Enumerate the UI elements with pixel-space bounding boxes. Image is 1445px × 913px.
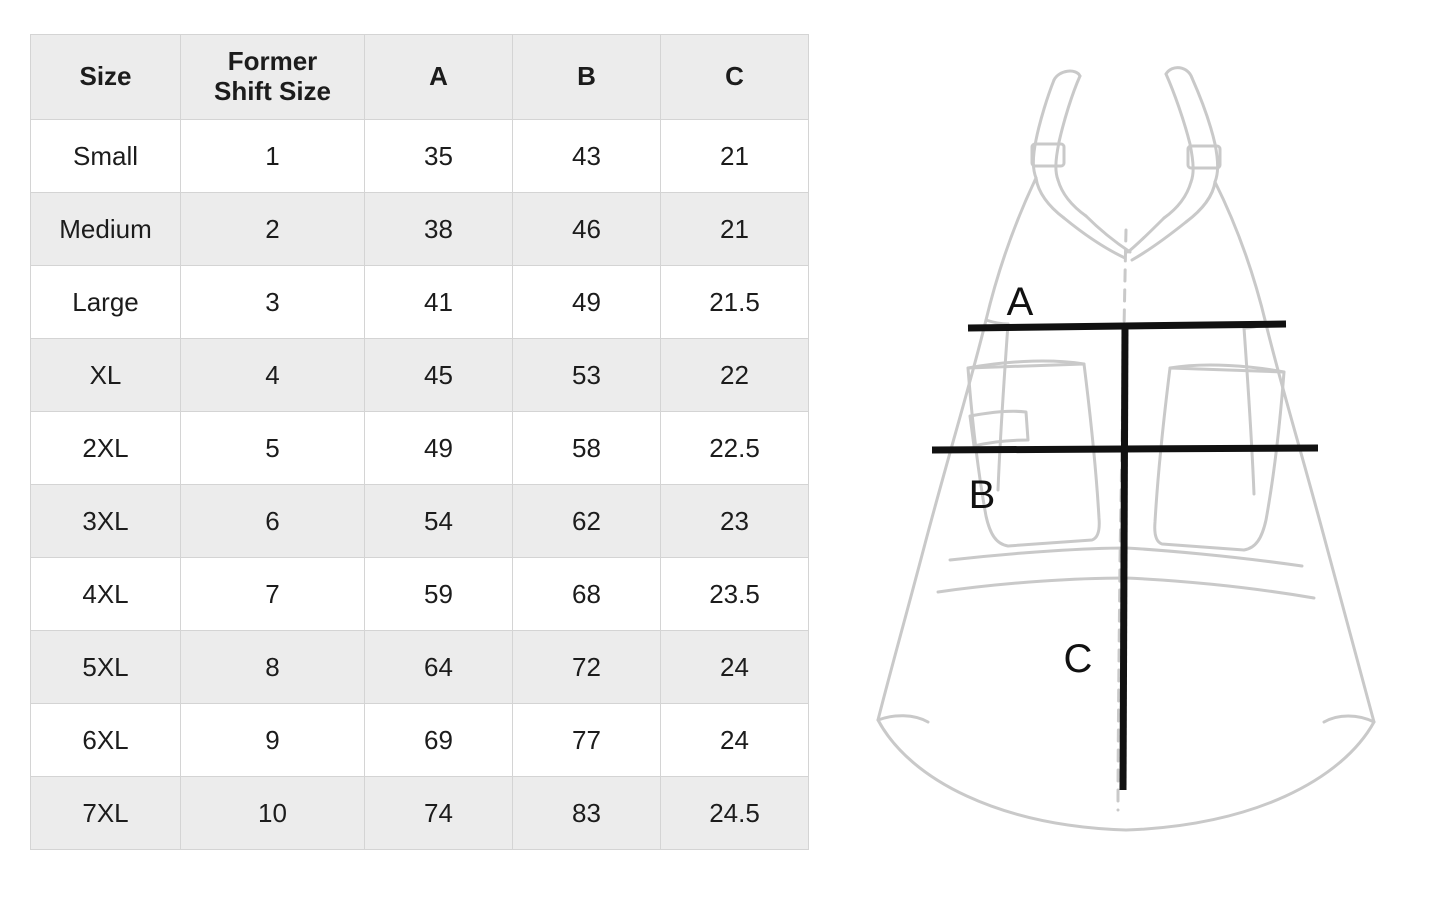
cell-c: 23.5: [661, 558, 809, 631]
cell-size: Large: [31, 266, 181, 339]
column-header-a: A: [365, 35, 513, 120]
cell-b: 58: [513, 412, 661, 485]
cell-c: 24: [661, 631, 809, 704]
cell-c: 21: [661, 120, 809, 193]
cell-a: 59: [365, 558, 513, 631]
table-row: [31, 485, 809, 558]
table-row: [31, 120, 809, 193]
table-row: [31, 193, 809, 266]
cell-a: 74: [365, 777, 513, 850]
cell-c: 24: [661, 704, 809, 777]
cell-c: 24.5: [661, 777, 809, 850]
cell-b: 72: [513, 631, 661, 704]
table-row: [31, 266, 809, 339]
table-header: [31, 35, 809, 120]
cell-former: 1: [181, 120, 365, 193]
cell-former: 8: [181, 631, 365, 704]
column-header-former-line1: Former: [227, 46, 318, 77]
column-header-former-line2: Shift Size: [213, 76, 331, 106]
cell-former: 5: [181, 412, 365, 485]
cell-b: 43: [513, 120, 661, 193]
cell-size: Small: [31, 120, 181, 193]
measure-label-b: B: [968, 473, 996, 517]
column-header-c: C: [661, 35, 809, 120]
measure-label-c: C: [1063, 637, 1093, 681]
cell-size: 5XL: [31, 631, 181, 704]
cell-a: 38: [365, 193, 513, 266]
cell-former: 2: [181, 193, 365, 266]
cell-former: 3: [181, 266, 365, 339]
cell-size: XL: [31, 339, 181, 412]
cell-a: 49: [365, 412, 513, 485]
table-header-row: [31, 35, 809, 120]
cell-a: 41: [365, 266, 513, 339]
table-row: [31, 558, 809, 631]
cell-former: 7: [181, 558, 365, 631]
garment-diagram: [840, 20, 1440, 860]
table-row: [31, 339, 809, 412]
cell-b: 49: [513, 266, 661, 339]
cell-b: 68: [513, 558, 661, 631]
cell-a: 69: [365, 704, 513, 777]
table-row: [31, 631, 809, 704]
cell-c: 21: [661, 193, 809, 266]
cell-b: 46: [513, 193, 661, 266]
measure-line-c: [1123, 326, 1125, 790]
table-row: [31, 412, 809, 485]
cell-c: 23: [661, 485, 809, 558]
table-row: [31, 777, 809, 850]
cell-a: 54: [365, 485, 513, 558]
size-chart-table: [30, 34, 809, 850]
cell-a: 64: [365, 631, 513, 704]
cell-former: 6: [181, 485, 365, 558]
table-row: [31, 704, 809, 777]
cell-former: 4: [181, 339, 365, 412]
cell-b: 53: [513, 339, 661, 412]
measure-label-a: A: [1006, 280, 1034, 324]
column-header-size: Size: [31, 35, 181, 120]
cell-size: 3XL: [31, 485, 181, 558]
cell-b: 77: [513, 704, 661, 777]
cell-former: 10: [181, 777, 365, 850]
table-body: [31, 120, 809, 850]
column-header-former-shift-size: [181, 35, 365, 120]
cell-size: 4XL: [31, 558, 181, 631]
cell-former: 9: [181, 704, 365, 777]
cell-b: 83: [513, 777, 661, 850]
cell-size: 7XL: [31, 777, 181, 850]
cell-c: 22.5: [661, 412, 809, 485]
cell-size: Medium: [31, 193, 181, 266]
cell-c: 21.5: [661, 266, 809, 339]
cell-c: 22: [661, 339, 809, 412]
cell-a: 45: [365, 339, 513, 412]
cell-b: 62: [513, 485, 661, 558]
size-chart-table-container: [30, 34, 808, 850]
cell-size: 2XL: [31, 412, 181, 485]
cell-size: 6XL: [31, 704, 181, 777]
cell-a: 35: [365, 120, 513, 193]
column-header-b: B: [513, 35, 661, 120]
